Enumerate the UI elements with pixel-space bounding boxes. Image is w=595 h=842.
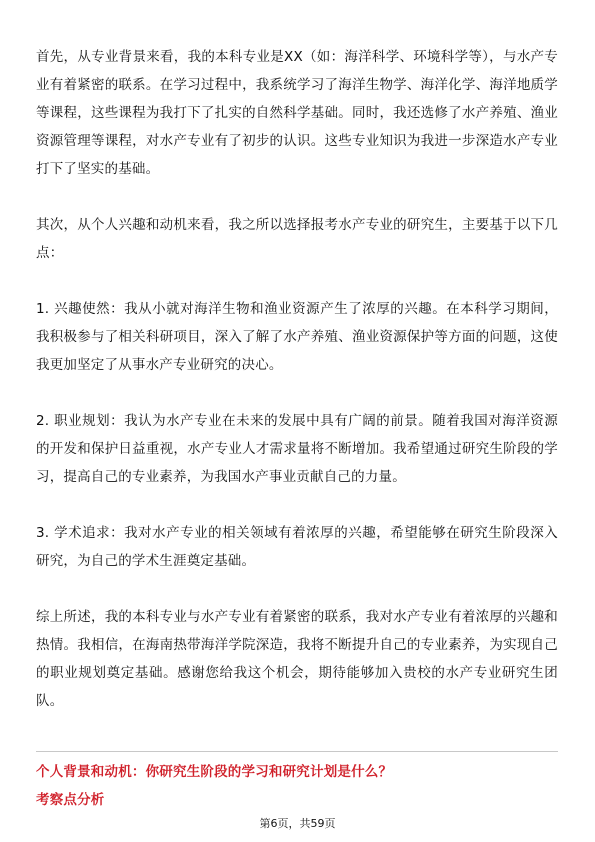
paragraph-academic-background: 首先，从专业背景来看，我的本科专业是XX（如：海洋科学、环境科学等），与水产专业有着紧密的联系。在学习过程中，我系统学习了海洋生物学、海洋化学、海洋地质学等课程，这些课程为我打下了扎实的自然科学基础。同时，我还选修了水产养殖、渔业资源管理等课程，对水产专业有了初步的认识。这些专业知识为我进一步深造水产专业打下了坚实的基础。 bbox=[36, 49, 558, 177]
paragraph-point-interest: 1. 兴趣使然：我从小就对海洋生物和渔业资源产生了浓厚的兴趣。在本科学习期间，我积极参与了相关科研项目，深入了解了水产养殖、渔业资源保护等方面的问题，这使我更加坚定了从事水产专业研究的决心。 bbox=[36, 301, 558, 373]
paragraph-conclusion: 综上所述，我的本科专业与水产专业有着紧密的联系，我对水产专业有着浓厚的兴趣和热情。我相信，在海南热带海洋学院深造，我将不断提升自己的专业素养，为实现自己的职业规划奠定基础。感谢您给我这个机会，期待能够加入贵校的水产专业研究生团队。 bbox=[36, 609, 558, 709]
answer-body bbox=[36, 43, 558, 721]
section-divider bbox=[36, 751, 558, 752]
paragraph-interest-intro: 其次，从个人兴趣和动机来看，我之所以选择报考水产专业的研究生，主要基于以下几点： bbox=[36, 217, 558, 261]
paragraph-point-academic: 3. 学术追求：我对水产专业的相关领域有着浓厚的兴趣，希望能够在研究生阶段深入研究，为自己的学术生涯奠定基础。 bbox=[36, 525, 558, 569]
analysis-heading: 考察点分析 bbox=[36, 792, 105, 808]
next-question-heading: 个人背景和动机：你研究生阶段的学习和研究计划是什么？ bbox=[36, 764, 393, 780]
paragraph-point-career: 2. 职业规划：我认为水产专业在未来的发展中具有广阔的前景。随着我国对海洋资源的开发和保护日益重视，水产专业人才需求量将不断增加。我希望通过研究生阶段的学习，提高自己的专业素养，为我国水产事业贡献自己的力量。 bbox=[36, 413, 558, 485]
page-number: 第6页，共59页 bbox=[259, 817, 336, 830]
